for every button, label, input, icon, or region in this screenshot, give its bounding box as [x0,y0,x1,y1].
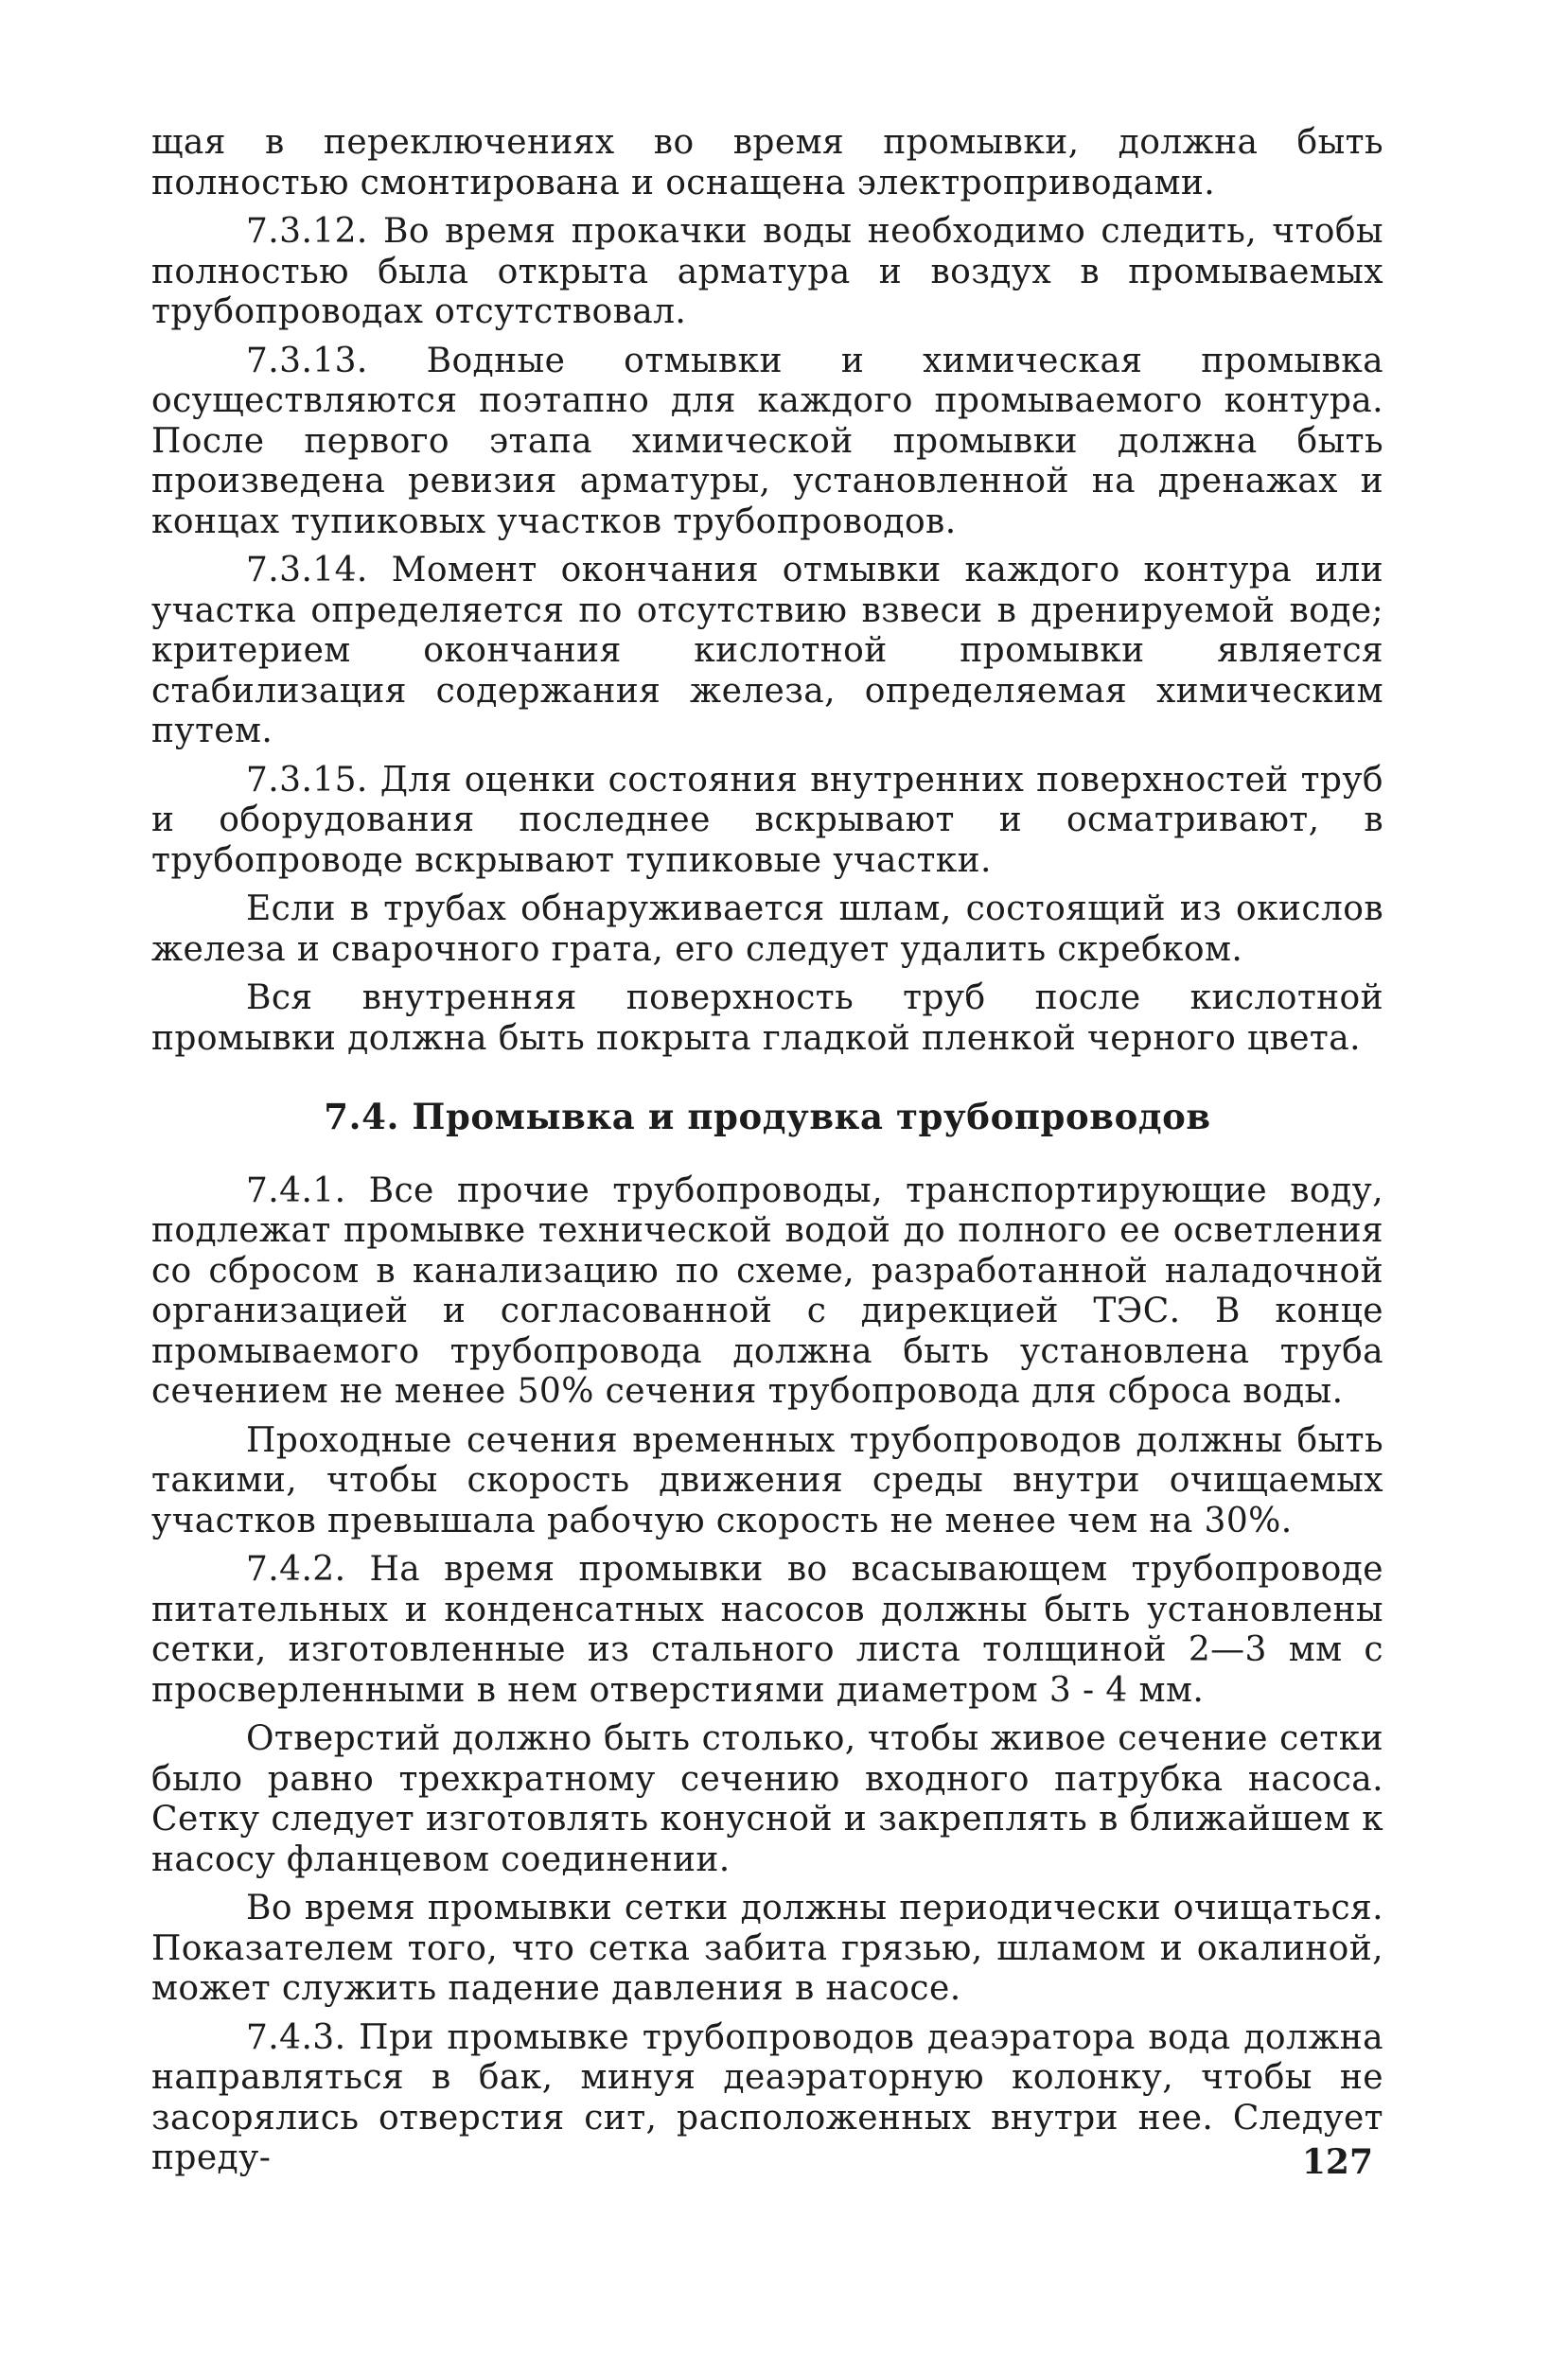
paragraph-continuation: щая в переключениях во время промывки, должна быть полностью смонтирована и оснащена электроприводами. [151,123,1383,202]
paragraph-cross-sections: Проходные сечения временных трубопроводов должны быть такими, чтобы скорость движения среды внутри очищаемых участков превышала рабочую скорость не менее чем на 30%. [151,1420,1383,1540]
section-heading: 7.4. Промывка и продувка трубопроводов [324,1096,1211,1137]
paragraph-cleaning: Во время промывки сетки должны периодически очищаться. Показателем того, что сетка забита грязью, шламом и окалиной, может служить падение давления в насосе. [151,1889,1383,2008]
paragraph-holes: Отверстий должно быть столько, чтобы живое сечение сетки было равно трехкратному сечению входного патрубка насоса. Сетку следует изготовлять конусной и закреплять в ближайшем к насосу фланцевом соединении. [151,1719,1383,1879]
paragraph-7-3-15: 7.3.15. Для оценки состояния внутренних поверхностей труб и оборудования последнее вскрывают и осматривают, в трубопроводе вскрывают тупиковые участки. [151,760,1383,880]
paragraph-surface: Вся внутренняя поверхность труб после кислотной промывки должна быть покрыта гладкой пленкой черного цвета. [151,978,1383,1058]
paragraph-7-3-12: 7.3.12. Во время прокачки воды необходимо следить, чтобы полностью была открыта арматура и воздух в промываемых трубопроводах отсутствовал. [151,212,1383,331]
paragraph-7-4-2: 7.4.2. На время промывки во всасывающем трубопроводе питательных и конденсатных насосов должны быть установлены сетки, изготовленные из стального листа толщиной 2—3 мм с просверленными в нем отверстиями диаметром 3 - 4 мм. [151,1550,1383,1710]
paragraph-7-4-1: 7.4.1. Все прочие трубопроводы, транспортирующие воду, подлежат промывке технической водой до полного ее осветления со сбросом в канализацию по схеме, разработанной наладочной организацией и согласованной с дирекцией ТЭС. В конце промываемого трубопровода должна быть установлена труба сечением не менее 50% сечения трубопровода для сброса воды. [151,1170,1383,1411]
page-body [151,123,1383,2188]
paragraph-sludge: Если в трубах обнаруживается шлам, состоящий из окислов железа и сварочного грата, его следует удалить скребком. [151,889,1383,969]
page-number: 127 [1301,2142,1373,2182]
paragraph-7-3-14: 7.3.14. Момент окончания отмывки каждого контура или участка определяется по отсутствию взвеси в дренируемой воде; критерием окончания кислотной промывки является стабилизация содержания железа, определяемая химическим путем. [151,551,1383,750]
paragraph-7-4-3: 7.4.3. При промывке трубопроводов деаэратора вода должна направляться в бак, минуя деаэраторную колонку, чтобы не засорялись отверстия сит, расположенных внутри нее. Следует преду- [151,2017,1383,2177]
paragraph-7-3-13: 7.3.13. Водные отмывки и химическая промывка осуществляются поэтапно для каждого промываемого контура. После первого этапа химической промывки должна быть произведена ревизия арматуры, установленной на дренажах и концах тупиковых участков трубопроводов. [151,341,1383,541]
